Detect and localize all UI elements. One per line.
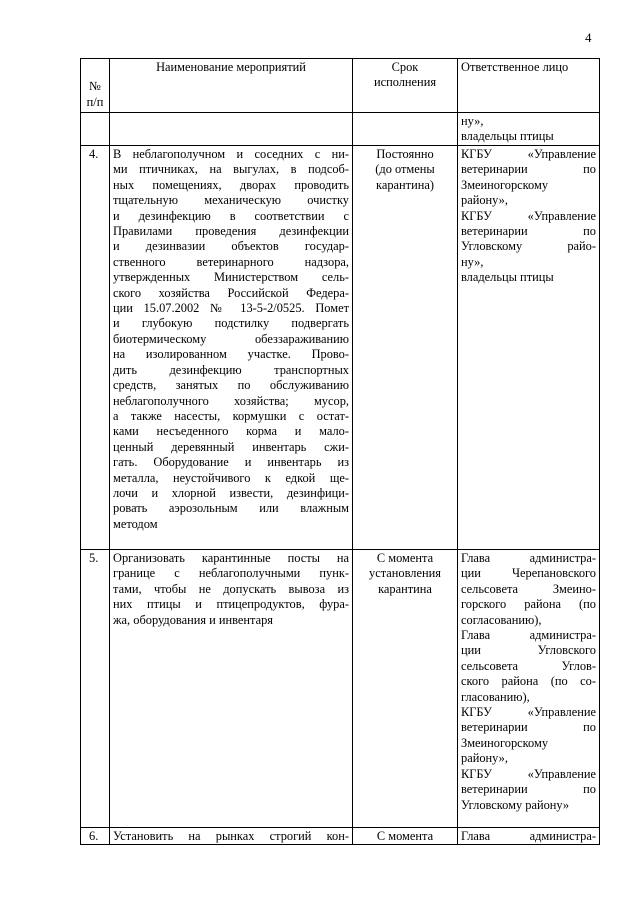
cell-number: 6.: [81, 828, 110, 845]
cell-responsible: [458, 550, 600, 828]
responsible-line: владельцы птицы: [461, 129, 554, 144]
name-line: гать. Оборудование и инвентарь из: [113, 455, 349, 470]
header-term-line: Срок: [391, 60, 419, 74]
name-line: ственного ветеринарного надзора,: [113, 254, 349, 269]
cell-number: [81, 113, 110, 146]
cell-name: [110, 550, 353, 828]
name-line: и дезинфекцию в соответствии с: [113, 208, 349, 223]
name-line: них птицы и птицепродуктов, фура-: [113, 597, 349, 612]
header-name: Наименование мероприятий: [110, 59, 353, 113]
term-line: Постоянно: [376, 147, 434, 161]
cell-term: [353, 113, 458, 146]
responsible-line: КГБУ «Управление: [461, 147, 596, 161]
name-line: утвержденных Министерством сель-: [113, 270, 349, 285]
name-line: тами, чтобы не допускать вывоза из: [113, 581, 349, 596]
term-line: С момента: [376, 829, 434, 843]
header-term: [353, 59, 458, 113]
responsible-line: Угловскому району»: [461, 797, 570, 812]
name-line: неблагополучного хозяйства; мусор,: [113, 393, 349, 408]
term-line: С момента: [376, 551, 434, 565]
name-line: ками несъеденного корма и мало-: [113, 424, 349, 439]
responsible-line: ветеринарии по: [461, 720, 596, 735]
name-line: ценный деревянный инвентарь сжи-: [113, 439, 349, 454]
term-line: карантина): [376, 177, 434, 192]
responsible-line: ветеринарии по: [461, 224, 596, 239]
responsible-line: владельцы птицы: [461, 270, 554, 285]
name-line: биотермическому обеззараживанию: [113, 331, 349, 346]
name-line: на изолированном участке. Прово-: [113, 347, 349, 362]
name-line: ровать аэрозольным или влажным: [113, 501, 349, 516]
cell-name: [110, 146, 353, 550]
table-header-row: [81, 59, 600, 113]
name-line: средств, занятых по обслуживанию: [113, 378, 349, 393]
name-line: В неблагополучном и соседних с ни-: [113, 147, 349, 161]
name-line: и дезинвазии объектов государ-: [113, 239, 349, 254]
header-number: [81, 59, 110, 113]
cell-number: 5.: [81, 550, 110, 828]
name-line: методом: [113, 516, 158, 531]
header-responsible: Ответственное лицо: [458, 59, 600, 113]
name-line: ского хозяйства Российской Федера-: [113, 285, 349, 300]
table-row: [81, 550, 600, 828]
responsible-line: КГБУ «Управление: [461, 208, 596, 223]
responsible-line: Глава администра-: [461, 829, 596, 843]
measures-table: [80, 58, 600, 845]
responsible-line: ского района (по со-: [461, 674, 596, 689]
responsible-line: Глава администра-: [461, 628, 596, 643]
responsible-line: Глава администра-: [461, 551, 596, 565]
name-line: границе с неблагополучными пунк-: [113, 566, 349, 581]
name-line: ных помещениях, дворах проводить: [113, 177, 349, 192]
header-term-line: исполнения: [373, 75, 437, 90]
table-row: [81, 828, 600, 845]
cell-name: [110, 113, 353, 146]
responsible-line: ции Черепановского: [461, 566, 596, 581]
responsible-line: сельсовета Углов-: [461, 658, 596, 673]
cell-term: [353, 828, 458, 845]
name-line: тщательную механическую очистку: [113, 193, 349, 208]
responsible-line: ну»,: [461, 114, 484, 128]
name-line: дить дезинфекцию транспортных: [113, 362, 349, 377]
name-line: металла, неустойчивого к едкой ще-: [113, 470, 349, 485]
cell-responsible: [458, 146, 600, 550]
name-line: Правилами проведения дезинфекции: [113, 224, 349, 239]
table-row-continuation: [81, 113, 600, 146]
responsible-line: Змеиногорскому: [461, 735, 549, 750]
responsible-line: КГБУ «Управление: [461, 705, 596, 720]
responsible-line: ветеринарии по: [461, 782, 596, 797]
name-line: ми птичниках, на выгулах, в подсоб-: [113, 162, 349, 177]
cell-term: [353, 146, 458, 550]
name-line: Организовать карантинные посты на: [113, 551, 349, 565]
name-line: лочи и хлорной извести, дезинфици-: [113, 485, 349, 500]
cell-name: [110, 828, 353, 845]
cell-responsible: [458, 828, 600, 845]
term-line: (до отмены: [375, 162, 435, 177]
responsible-line: Змеиногорскому: [461, 177, 549, 192]
header-number-line: п/п: [86, 94, 104, 109]
page-number: 4: [585, 30, 592, 45]
name-line: жа, оборудования и инвентаря: [113, 612, 274, 627]
responsible-line: горского района (по: [461, 597, 596, 612]
header-number-line: №: [89, 79, 101, 94]
responsible-line: ветеринарии по: [461, 162, 596, 177]
responsible-line: Угловскому райо-: [461, 239, 596, 254]
cell-responsible: [458, 113, 600, 146]
name-line: ции 15.07.2002 № 13-5-2/0525. Помет: [113, 301, 349, 316]
responsible-line: району»,: [461, 751, 508, 766]
responsible-line: ции Угловского: [461, 643, 596, 658]
name-line: а также насесты, кормушки с остат-: [113, 408, 349, 423]
term-line: установления: [369, 566, 441, 581]
responsible-line: КГБУ «Управление: [461, 766, 596, 781]
responsible-line: району»,: [461, 193, 508, 208]
cell-number: 4.: [81, 146, 110, 550]
name-line: и глубокую подстилку подвергать: [113, 316, 349, 331]
cell-term: [353, 550, 458, 828]
responsible-line: ну»,: [461, 254, 484, 269]
responsible-line: сельсовета Змеино-: [461, 581, 596, 596]
responsible-line: согласованию),: [461, 612, 542, 627]
responsible-line: гласованию),: [461, 689, 530, 704]
table-row: [81, 146, 600, 550]
name-line: Установить на рынках строгий кон-: [113, 829, 349, 843]
term-line: карантина: [378, 581, 432, 596]
